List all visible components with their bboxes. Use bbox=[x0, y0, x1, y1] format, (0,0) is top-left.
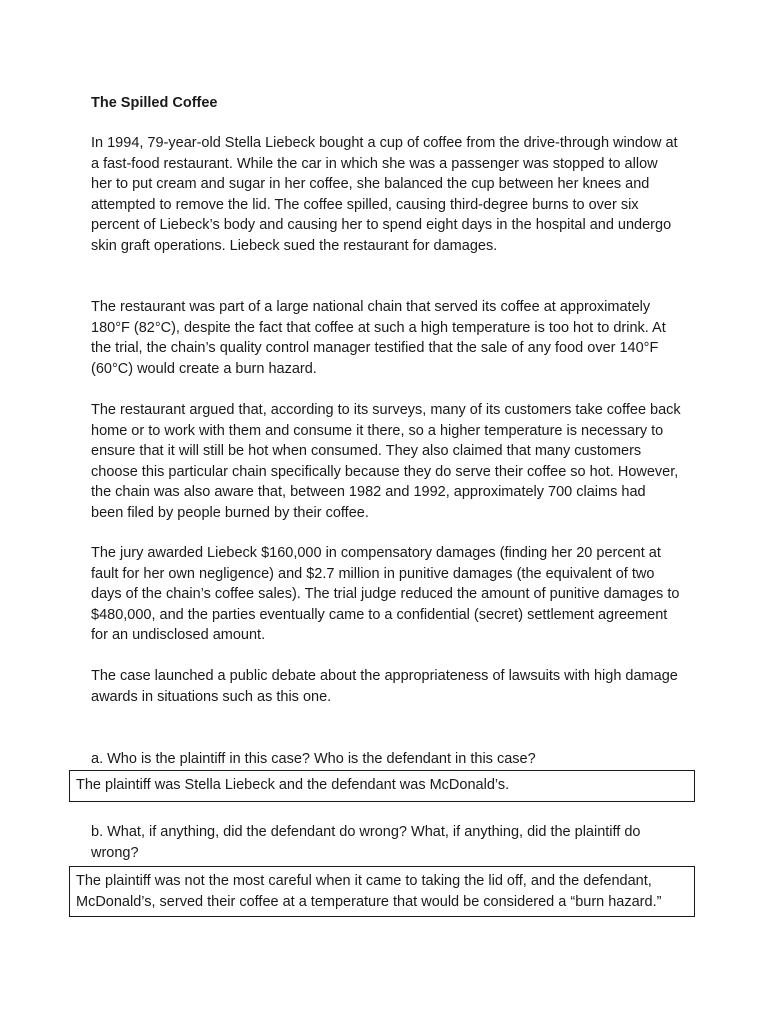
paragraph-public-debate: The case launched a public debate about the appropriateness of lawsuits with high damage awards in situations such as this one. bbox=[91, 668, 678, 705]
paragraph-restaurant-argument: The restaurant argued that, according to its surveys, many of its customers take coffee back home or to work with them and consume it there, so a higher temperature is necessary to ensure that it will still be hot when consumed. They also claimed that many customers choose this particular chain specifically because they do serve their coffee so hot. However, the chain was also aware that, between 1982 and 1992, approximately 700 claims had been filed by people burned by their coffee. bbox=[91, 402, 681, 521]
answer-b-field[interactable]: The plaintiff was not the most careful when it came to taking the lid off, and the defendant, McDonald’s, served their coffee at a temperature that would be considered a “burn hazard.” bbox=[69, 866, 695, 917]
page-title: The Spilled Coffee bbox=[91, 95, 218, 111]
question-a: a. Who is the plaintiff in this case? Who is the defendant in this case? bbox=[91, 751, 536, 767]
paragraph-incident: In 1994, 79-year-old Stella Liebeck bought a cup of coffee from the drive-through window at a fast-food restaurant. While the car in which she was a passenger was stopped to allow her to put cream and sugar in her coffee, she balanced the cup between her knees and attempted to remove the lid. The coffee spilled, causing third-degree burns to over six percent of Liebeck’s body and causing her to spend eight days in the hospital and undergo skin graft operations. Liebeck sued the restaurant for damages. bbox=[91, 135, 678, 254]
answer-a-field[interactable]: The plaintiff was Stella Liebeck and the defendant was McDonald’s. bbox=[69, 770, 695, 802]
paragraph-restaurant-chain: The restaurant was part of a large national chain that served its coffee at approximately 180°F (82°C), despite the fact that coffee at such a high temperature is too hot to drink. At the trial, the chain’s quality control manager testified that the sale of any food over 140°F (60°C) would create a burn hazard. bbox=[91, 299, 666, 377]
paragraph-jury-award: The jury awarded Liebeck $160,000 in compensatory damages (finding her 20 percent at fault for her own negligence) and $2.7 million in punitive damages (the equivalent of two days of the chain’s coffee sales). The trial judge reduced the amount of punitive damages to $480,000, and the parties eventually came to a confidential (secret) settlement agreement for an undisclosed amount. bbox=[91, 545, 680, 644]
question-b: b. What, if anything, did the defendant do wrong? What, if anything, did the plaintiff do wrong? bbox=[91, 824, 641, 861]
